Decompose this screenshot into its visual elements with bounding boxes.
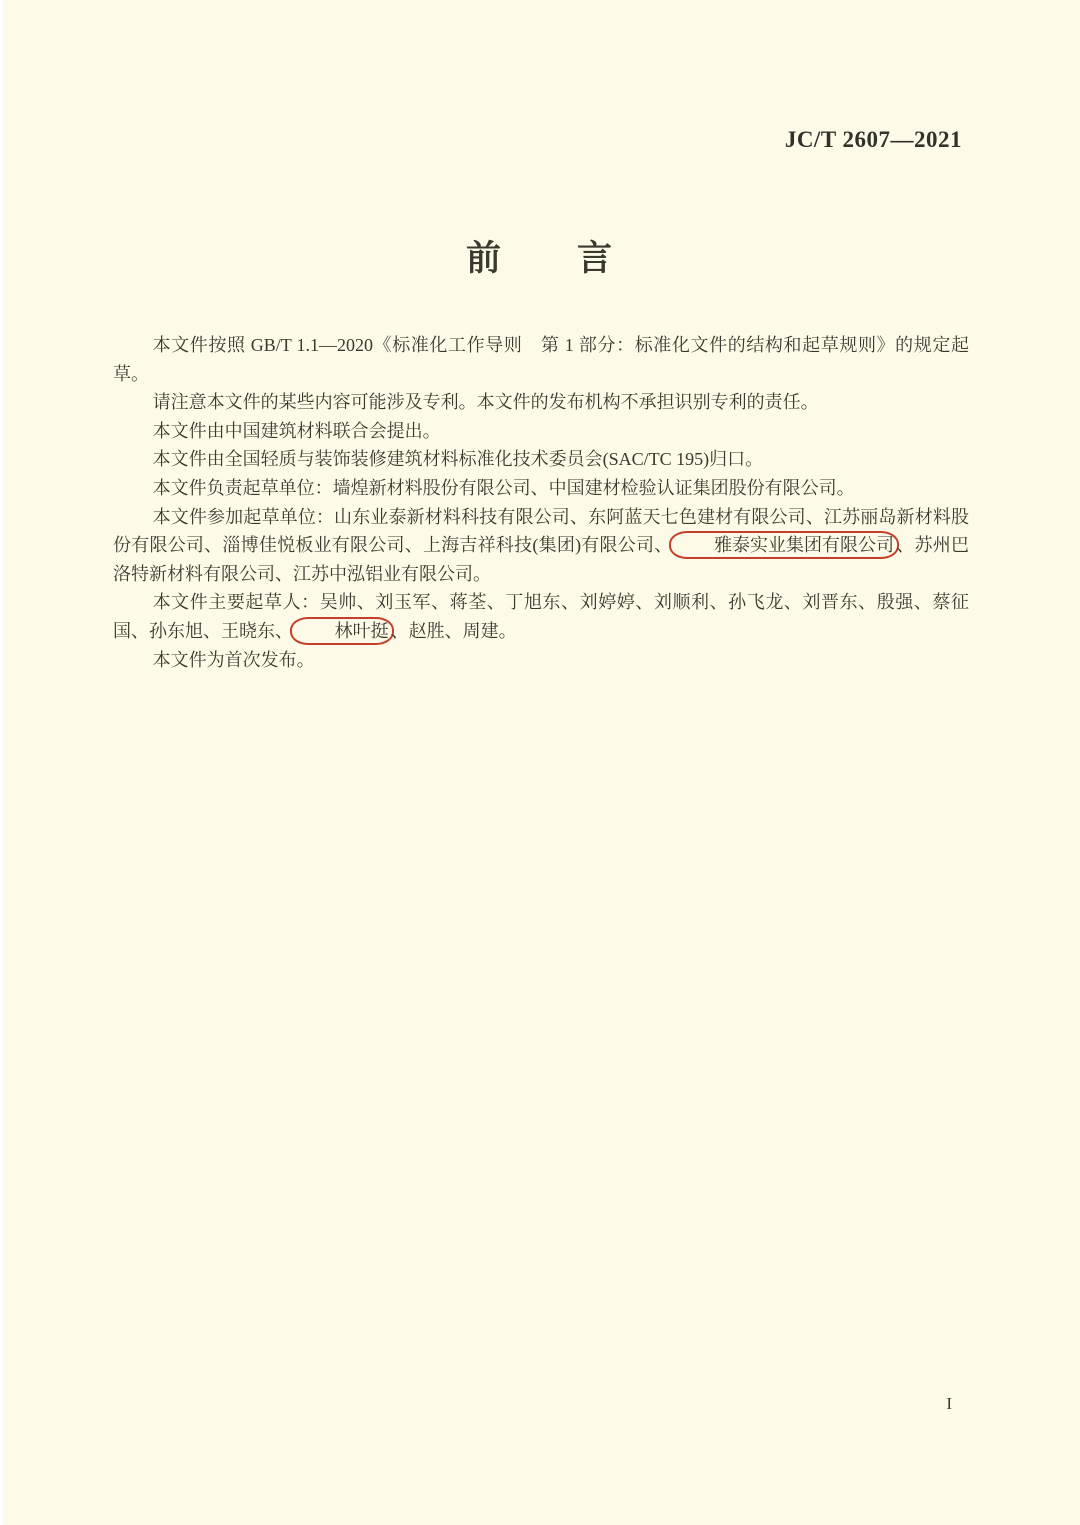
main-drafters-text-before: 本文件主要起草人：吴帅、刘玉军、蒋荃、丁旭东、刘婷婷、刘顺利、孙飞龙、刘晋东、殷强、蔡征国、孙东旭、王晓东、	[113, 592, 969, 641]
paragraph-participating-drafting-units	[113, 503, 969, 589]
paragraph-centralized-by: 本文件由全国轻质与装饰装修建筑材料标准化技术委员会(SAC/TC 195)归口。	[152, 449, 764, 470]
participating-units-text-after: 、苏州巴洛特新材料有限公司、江苏中泓铝业有限公司。	[113, 535, 969, 584]
document-body	[113, 331, 969, 674]
paragraph-first-issue: 本文件为首次发布。	[152, 649, 315, 670]
page-number: I	[946, 1394, 952, 1413]
red-circle-annotation-drafter: 林叶挺	[290, 617, 394, 645]
paragraph-responsible-drafting-units: 本文件负责起草单位：墙煌新材料股份有限公司、中国建材检验认证集团股份有限公司。	[152, 477, 855, 498]
page-title: 前 言	[465, 239, 614, 278]
paragraph-proposed-by: 本文件由中国建筑材料联合会提出。	[152, 420, 441, 441]
paragraph-main-drafters	[113, 588, 969, 645]
standard-code: JC/T 2607—2021	[784, 127, 962, 152]
page-edge	[0, 0, 3, 1525]
participating-units-text-before: 本文件参加起草单位：山东业泰新材料科技有限公司、东阿蓝天七色建材有限公司、江苏丽岛新材料股份有限公司、淄博佳悦板业有限公司、上海吉祥科技(集团)有限公司、	[113, 506, 969, 556]
main-drafters-text-after: 、赵胜、周建。	[390, 620, 517, 641]
red-circle-annotation-company: 雅泰实业集团有限公司	[669, 531, 899, 559]
paragraph-drafting-basis: 本文件按照 GB/T 1.1—2020《标准化工作导则 第 1 部分：标准化文件的结构和起草规则》的规定起草。	[113, 335, 969, 384]
paragraph-patent-notice: 请注意本文件的某些内容可能涉及专利。本文件的发布机构不承担识别专利的责任。	[152, 392, 819, 413]
